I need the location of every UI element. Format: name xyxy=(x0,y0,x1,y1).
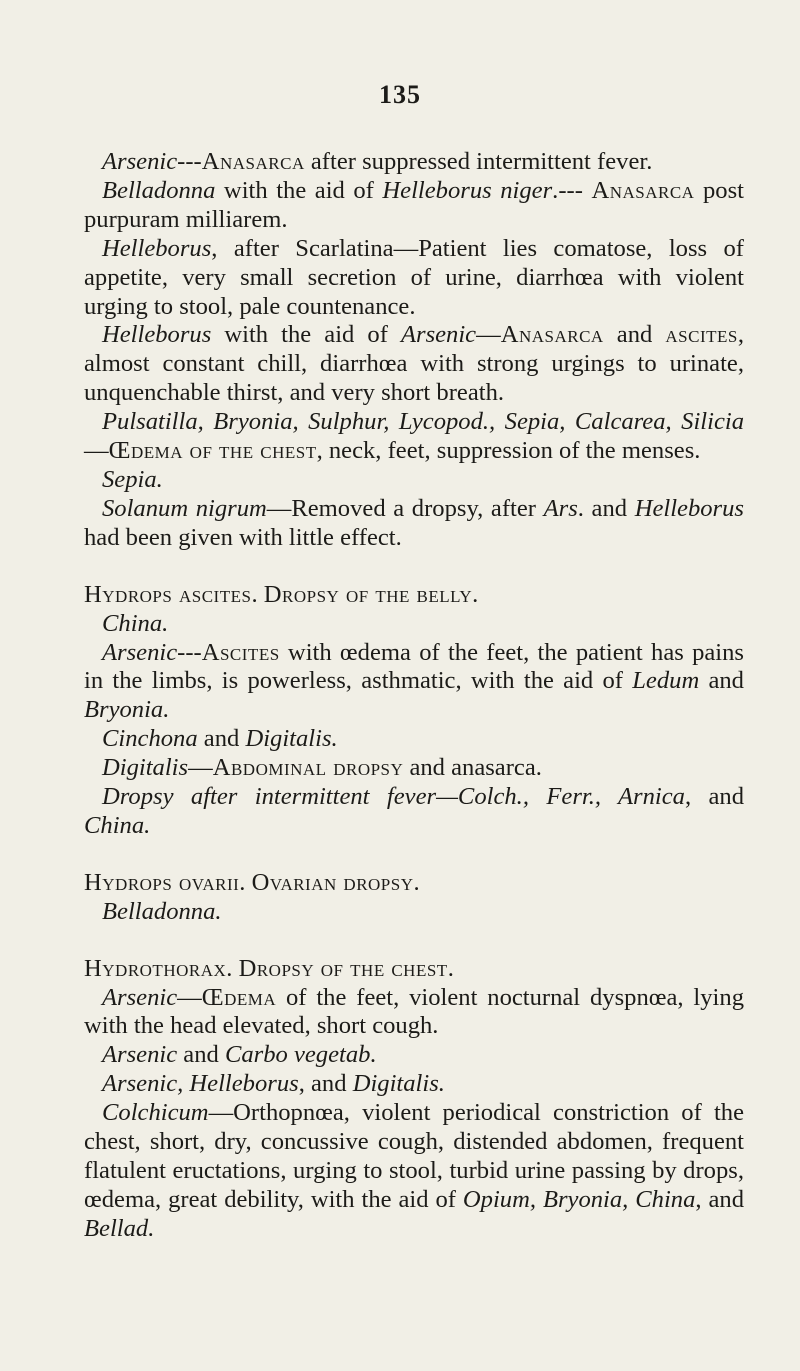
text-run: . and xyxy=(577,494,635,522)
remedy-name: Digitalis. xyxy=(352,1070,445,1098)
text-run: —Orthopnœa, violent periodical constriction of the chest, short, dry, concussive cough, distended abdomen, frequent flatulent eructations, urging to stool, turbid urine passing by drops, œdema, great debility, with the aid of xyxy=(84,1099,744,1213)
paragraph xyxy=(84,495,744,553)
text-run: — xyxy=(177,983,202,1011)
paragraph xyxy=(84,408,744,466)
remedy-name: Helleborus xyxy=(102,321,212,349)
text-run: after suppressed intermittent fever. xyxy=(304,148,653,175)
condition-term: Dropsy of the chest xyxy=(238,954,448,982)
text-run: --- xyxy=(177,638,202,666)
paragraph xyxy=(84,783,744,841)
paragraph xyxy=(84,639,744,726)
paragraph xyxy=(84,1099,744,1244)
condition-term: Anasarca xyxy=(591,176,695,204)
condition-term: Œdema xyxy=(201,983,277,1011)
remedy-name: Digitalis. xyxy=(245,725,338,753)
remedy-name: Belladonna. xyxy=(102,897,222,925)
paragraph xyxy=(84,177,744,235)
paragraph xyxy=(84,466,744,495)
text-run: post purpuram milliarem. xyxy=(84,176,744,233)
text-run: and xyxy=(177,1041,225,1069)
paragraph xyxy=(84,1041,744,1070)
remedy-name: Helleborus xyxy=(102,234,212,262)
text-run: . xyxy=(413,868,420,896)
page-number: 135 xyxy=(379,80,421,109)
remedy-name: Dropsy after intermittent fever—Colch., Ferr., Arnica xyxy=(102,783,685,811)
text-run: with œdema of the feet, the patient has pains in the limbs, is powerless, asthmatic, with the aid of xyxy=(84,638,744,695)
paragraph xyxy=(84,754,744,783)
text-run: . xyxy=(472,580,479,608)
remedy-name: Arsenic, Helleborus xyxy=(102,1070,299,1098)
remedy-name: Cinchona xyxy=(102,725,198,753)
condition-term: ascites xyxy=(665,321,738,349)
remedy-name: Belladonna xyxy=(102,176,216,204)
condition-term: Ovarian dropsy xyxy=(251,868,414,896)
text-run: , and xyxy=(684,783,744,811)
text-run: of the feet, violent nocturnal dyspnœa, lying with the head elevated, short cough. xyxy=(84,983,744,1040)
text-run: --- xyxy=(177,148,202,175)
text-run: —Removed a dropsy, after xyxy=(266,494,544,522)
remedy-name: Arsenic xyxy=(102,638,178,666)
condition-term: Anasarca xyxy=(500,321,604,349)
remedy-name: Ledum xyxy=(632,667,700,695)
paragraph xyxy=(84,725,744,754)
remedy-name: Ars xyxy=(543,494,578,522)
remedy-name: Pulsatilla, Bryonia, Sulphur, Lycopod., Sepia, Calcarea, Silicia xyxy=(102,408,744,436)
remedy-name: Carbo vegetab. xyxy=(224,1041,377,1069)
section-heading xyxy=(84,955,744,984)
text-run: — xyxy=(84,437,109,465)
condition-term: Anasarca xyxy=(201,148,305,175)
text-run: , and xyxy=(298,1070,353,1098)
remedy-name: Opium, Bryonia, China xyxy=(462,1185,696,1213)
remedy-name: China. xyxy=(102,609,169,637)
remedy-name: Arsenic xyxy=(102,983,178,1011)
text-run: , and xyxy=(695,1185,745,1213)
remedy-name: Sepia. xyxy=(102,465,163,493)
text-run: . xyxy=(226,954,239,982)
text-run: with the aid of xyxy=(215,176,383,204)
remedy-name: Bellad. xyxy=(84,1214,155,1242)
remedy-name: Digitalis xyxy=(102,754,189,782)
remedy-name: Arsenic xyxy=(102,1041,178,1069)
remedy-name: Arsenic xyxy=(102,148,178,175)
section-heading xyxy=(84,581,744,610)
text-run: . xyxy=(251,580,264,608)
condition-term: Hydrops ascites xyxy=(84,580,252,608)
text-run: — xyxy=(188,754,213,782)
section-heading xyxy=(84,869,744,898)
text-run: with the aid of xyxy=(211,321,401,349)
remedy-name: Helleborus xyxy=(634,494,744,522)
text-run: . xyxy=(447,954,454,982)
condition-term: Hydrops ovarii xyxy=(84,868,240,896)
paragraph xyxy=(84,1070,744,1099)
text-run: and xyxy=(699,667,744,695)
paragraph xyxy=(84,898,744,927)
remedy-name: Solanum nigrum xyxy=(102,494,267,522)
text-run: , almost constant chill, diarrhœa with strong urgings to urinate, unquenchable thirst, and very short breath. xyxy=(84,321,744,407)
paragraph xyxy=(84,321,744,408)
remedy-name: Colchicum xyxy=(102,1099,209,1127)
condition-term: Abdominal dropsy xyxy=(212,754,404,782)
text-run: and xyxy=(197,725,246,753)
remedy-name: China. xyxy=(84,811,151,839)
page-text xyxy=(84,148,744,1244)
condition-term: Hydrothorax xyxy=(84,954,227,982)
condition-term: Dropsy of the belly xyxy=(263,580,473,608)
condition-term: Ascites xyxy=(201,638,280,666)
remedy-name: Arsenic xyxy=(400,321,477,349)
text-run: and anasarca. xyxy=(403,754,542,782)
text-run: — xyxy=(476,321,501,349)
text-run: had been given with little effect. xyxy=(84,523,402,551)
text-run: . xyxy=(239,868,252,896)
remedy-name: Bryonia. xyxy=(84,696,170,724)
condition-term: Œdema of the chest xyxy=(108,437,317,465)
paragraph xyxy=(84,984,744,1042)
paragraph xyxy=(84,235,744,322)
remedy-name: Helleborus niger xyxy=(382,176,553,204)
text-run: , after Scarlatina—Patient lies comatose, loss of appetite, very small secretion of urine, diarrhœa with violent urging to stool, pale countenance. xyxy=(84,234,744,320)
text-run: , neck, feet, suppression of the menses. xyxy=(316,437,701,465)
paragraph xyxy=(84,148,744,177)
text-run: and xyxy=(603,321,666,349)
paragraph xyxy=(84,610,744,639)
text-run: .--- xyxy=(552,176,592,204)
